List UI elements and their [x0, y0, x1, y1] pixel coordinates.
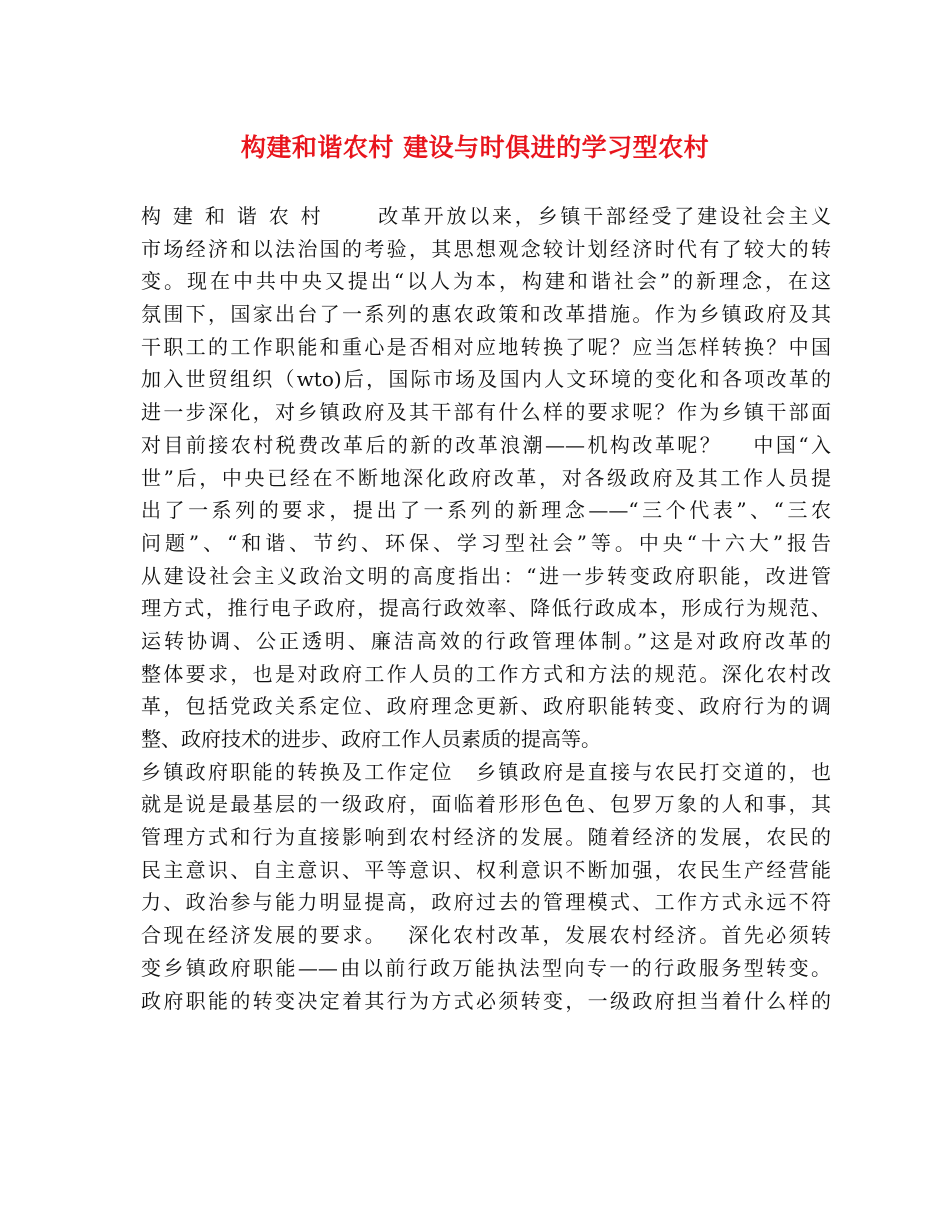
body-line: 政府职能的转变决定着其行为方式必须转变，一级政府担当着什么样的 — [141, 988, 831, 1013]
body-line: 世”后，中央已经在不断地深化政府改革，对各级政府及其工作人员提 — [141, 465, 831, 490]
body-line: 理方式，推行电子政府，提高行政效率、降低行政成本，形成行为规范、 — [141, 596, 831, 621]
body-line: 出了一系列的要求，提出了一系列的新理念——“三个代表”、“三农 — [141, 498, 831, 523]
body-line: 加入世贸组织（wto)后，国际市场及国内人文环境的变化和各项改革的 — [141, 367, 831, 392]
document-body — [141, 200, 831, 1017]
body-line: 氛围下，国家出台了一系列的惠农政策和改革措施。作为乡镇政府及其 — [141, 302, 831, 327]
body-line: 变。现在中共中央又提出“以人为本，构建和谐社会”的新理念，在这 — [141, 269, 831, 294]
body-line: 变乡镇政府职能——由以前行政万能执法型向专一的行政服务型转变。 — [141, 955, 831, 980]
body-line: 整体要求，也是对政府工作人员的工作方式和方法的规范。深化农村改 — [141, 661, 831, 686]
body-line: 民主意识、自主意识、平等意识、权利意识不断加强，农民生产经营能 — [141, 857, 831, 882]
body-line: 对目前接农村税费改革后的新的改革浪潮——机构改革呢？ 中国“入 — [141, 432, 831, 457]
body-line: 力、政治参与能力明显提高，政府过去的管理模式、工作方式永远不符 — [141, 890, 831, 915]
body-line: 就是说是最基层的一级政府，面临着形形色色、包罗万象的人和事，其 — [141, 792, 831, 817]
body-line: 乡镇政府职能的转换及工作定位 乡镇政府是直接与农民打交道的，也 — [141, 759, 831, 784]
body-line: 管理方式和行为直接影响到农村经济的发展。随着经济的发展，农民的 — [141, 825, 831, 850]
body-line: 问题”、“和谐、节约、环保、学习型社会”等。中央“十六大”报告 — [141, 530, 831, 555]
body-line: 从建设社会主义政治文明的高度指出：“进一步转变政府职能，改进管 — [141, 563, 831, 588]
body-line: 运转协调、公正透明、廉洁高效的行政管理体制。”这是对政府改革的 — [141, 628, 831, 653]
document-title: 构建和谐农村 建设与时俱进的学习型农村 — [240, 133, 710, 162]
body-line: 市场经济和以法治国的考验，其思想观念较计划经济时代有了较大的转 — [141, 236, 831, 261]
body-line: 干职工的工作职能和重心是否相对应地转换了呢？应当怎样转换？中国 — [141, 334, 831, 359]
body-line: 合现在经济发展的要求。 深化农村改革，发展农村经济。首先必须转 — [141, 923, 831, 948]
body-line: 整、政府技术的进步、政府工作人员素质的提高等。 — [141, 727, 601, 751]
body-line: 革，包括党政关系定位、政府理念更新、政府职能转变、政府行为的调 — [141, 694, 831, 719]
body-line: 进一步深化，对乡镇政府及其干部有什么样的要求呢？作为乡镇干部面 — [141, 400, 831, 425]
body-line: 构 建 和 谐 农 村 改革开放以来，乡镇干部经受了建设社会主义 — [141, 204, 831, 228]
